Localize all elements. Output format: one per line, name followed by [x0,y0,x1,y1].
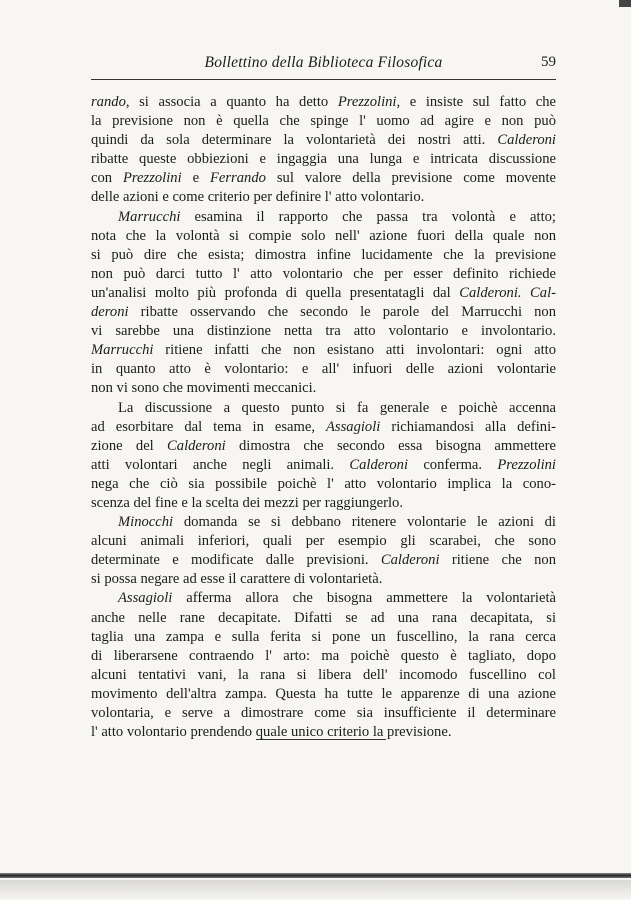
text-span: zione del [91,437,168,454]
text-span: quindi da sola determinare la volontarietà dei nostri atti. [91,132,498,149]
italic-name-span: Calderoni [497,132,556,149]
text-span: sul valore della previsione come movente [265,170,556,187]
text-line [91,666,556,685]
text-line [91,513,556,532]
text-line [91,609,556,628]
text-line [91,704,556,723]
text-line [91,303,556,322]
text-line [91,379,556,398]
header-rule [91,79,556,80]
italic-name-span: Marrucchi [91,342,154,359]
text-span: esamina il rapporto che passa tra volontà e atto; [180,208,556,225]
body-text [91,93,556,742]
text-span: e [181,170,210,187]
text-line [91,551,556,570]
text-line [91,188,556,207]
text-span: alcuni tentativi vani, la rana si libera dell' incomodo fuscellino col [91,666,556,683]
text-line [91,570,556,589]
text-line [91,475,556,494]
scan-corner-mark [619,0,631,7]
text-span: richiamandosi alla defini- [380,418,556,435]
text-span: si possa negare ad esse il carattere di volontarietà. [91,571,383,588]
text-line [91,150,556,169]
page-number: 59 [541,54,556,70]
page-header [91,52,556,76]
text-span: scenza del fine e la scelta dei mezzi per raggiungerlo. [91,494,403,511]
italic-name-span: Prezzolini, [337,94,401,110]
text-span: un'analisi molto più profonda di quella presentatagli dal [91,284,460,301]
end-of-section-rule [256,739,386,740]
text-span: ritiene che non [439,552,556,569]
text-span: domanda se si debbano ritenere volontarie le azioni di [173,514,556,531]
text-line [91,628,556,647]
text-line [91,532,556,551]
text-span: conferma. [408,456,498,473]
text-line [91,227,556,246]
italic-name-span: Assagioli [118,590,173,607]
text-line [91,399,556,418]
text-line [91,437,556,456]
text-span: ribatte queste obbiezioni e ingaggia una lunga e intricata discussione [91,151,556,168]
text-line [91,284,556,303]
italic-name-span: Ferrando [209,170,266,187]
italic-name-span: Calderoni [167,437,226,454]
text-span: alcuni animali inferiori, quali per esempio gli scarabei, che sono [91,533,556,550]
text-line [91,360,556,379]
text-span: ribatte osservando che secondo le parole del Marrucchi non [128,304,556,321]
text-span: ritiene infatti che non esistano atti involontari: ogni atto [153,342,556,359]
text-line [91,322,556,341]
italic-name-span: Calderoni [349,456,409,473]
text-line [91,169,556,188]
text-span: la previsione non è quella che spinge l' uomo ad agire e non può [91,113,556,130]
text-span: l' atto volontario prendendo quale unico criterio la previsione. [91,724,452,741]
italic-name-span: Calderoni [380,552,440,569]
text-span: vi sarebbe una distinzione netta tra atto volontario e involontario. [91,323,556,340]
italic-name-span: Marrucchi [118,208,181,225]
text-span: atti volontari anche negli animali. [91,456,350,473]
text-line [91,685,556,704]
text-line [91,647,556,666]
text-span: La discussione a questo punto si fa generale e poichè accenna [118,399,556,416]
text-span: afferma allora che bisogna ammettere la volontarietà [172,590,556,607]
italic-name-span: Prezzolini [497,456,556,473]
scan-edge-band [0,873,631,878]
text-line [91,418,556,437]
text-span: si associa a quanto ha detto [129,94,338,110]
italic-name-span: deroni [91,304,129,321]
text-span: non può darci tutto l' atto volontario che per esser definito richiede [91,265,556,282]
text-line [91,112,556,131]
text-span: dimostra che secondo essa bisogna ammettere [225,437,556,454]
text-line [91,589,556,608]
text-span: non vi sono che movimenti meccanici. [91,380,317,397]
italic-name-span: Calderoni. Cal- [459,284,556,301]
text-line [91,494,556,513]
text-span: in quanto atto è volontario: e all' infuori delle azioni volontarie [91,361,556,378]
text-span: ad esorbitare dal tema in esame, [91,418,326,435]
text-line [91,131,556,150]
text-span: di liberarsene contraendo l' arto: ma poichè questo è tagliato, dopo [91,647,556,664]
text-line [91,93,556,112]
text-line [91,456,556,475]
text-span: nota che la volontà si compie solo nell' azione fuori della quale non [91,227,556,244]
running-title: Bollettino della Biblioteca Filosofica [204,54,443,71]
italic-name-span: rando, [91,94,130,110]
text-line [91,246,556,265]
italic-name-span: Assagioli [326,418,381,435]
text-span: movimento dell'altra zampa. Questa ha tutte le apparenze di una azione [91,685,556,702]
text-span: con [91,170,123,187]
text-span: anche nelle rane decapitate. Difatti se ad una rana decapitata, si [91,609,556,626]
text-span: volontaria, e serve a dimostrare come sia insufficiente il determinare [91,705,556,721]
text-span: e insiste sul fatto che [400,94,556,110]
italic-name-span: Prezzolini [123,170,182,187]
scan-edge-shadow [0,880,631,900]
text-span: determinate e modificate dalle previsioni. [91,552,381,569]
text-line [91,265,556,284]
text-span: si può dire che esista; dimostra infine lucidamente che la previsione [91,246,556,263]
text-span: taglia una zampa e sulla ferita si pone un fuscellino, la rana cerca [91,628,556,645]
text-span: delle azioni e come criterio per definire l' atto volontario. [91,189,425,206]
text-span: nega che ciò sia possibile poichè l' atto volontario implica la cono- [91,475,556,492]
text-line [91,208,556,227]
italic-name-span: Minocchi [118,514,174,531]
text-line [91,341,556,360]
